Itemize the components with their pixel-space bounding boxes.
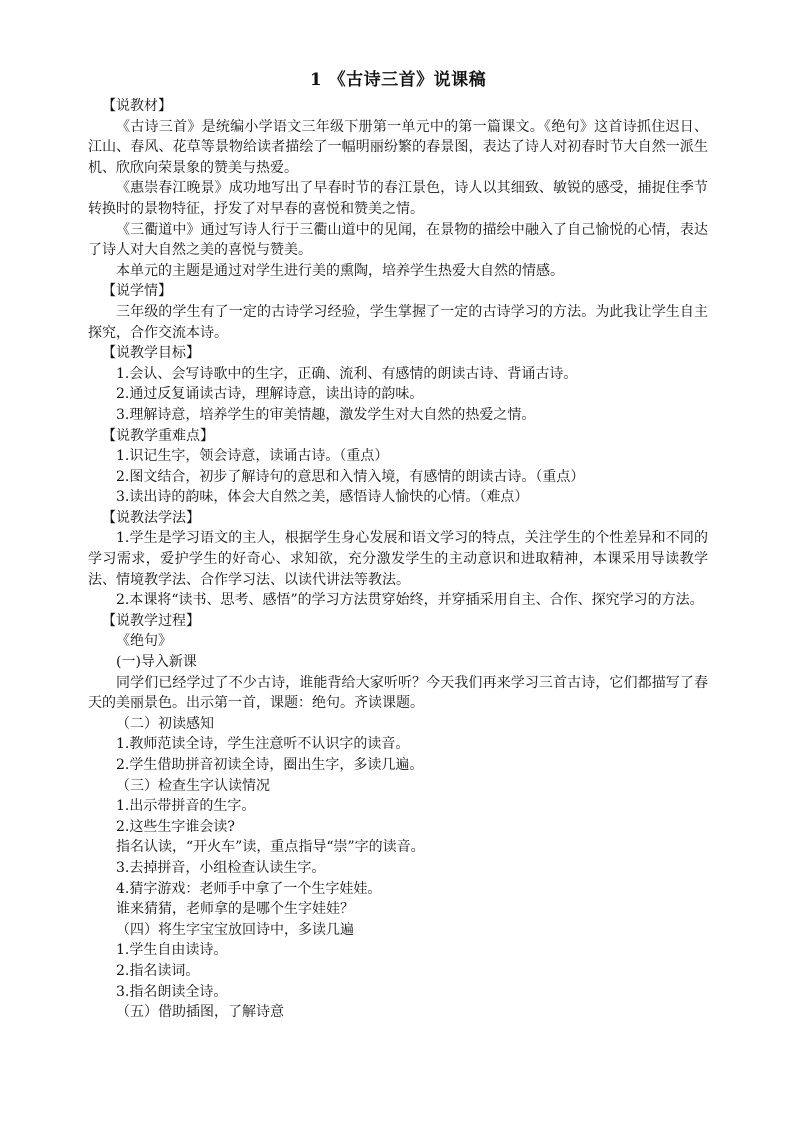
- section-heading: 【说教法学法】: [102, 509, 200, 526]
- paragraph: 2.图文结合，初步了解诗句的意思和入情入境，有感情的朗读古诗。（重点）: [116, 468, 585, 485]
- section-heading: 【说教学重难点】: [102, 427, 214, 444]
- paragraph: 1.出示带拼音的生字。: [116, 798, 256, 815]
- paragraph: 三年级的学生有了一定的古诗学习经验，学生掌握了一定的古诗学习的方法。为此我让学生自主探究，合作交流本诗。: [88, 303, 708, 341]
- paragraph: 《三衢道中》通过写诗人行于三衢山道中的见闻，在景物的描绘中融入了自己愉悦的心情，表达了诗人对大自然之美的喜悦与赞美。: [88, 221, 708, 259]
- paragraph: 1.学生自由读诗。: [116, 942, 228, 959]
- paragraph: 1.学生是学习语文的主人，根据学生身心发展和语文学习的特点，关注学生的个性差异和不同的学习需求，爱护学生的好奇心、求知欲，充分激发学生的主动意识和进取精神，本课采用导读教学法、情境教学法、合作学习法、以读代讲法等教法。: [88, 530, 708, 588]
- paragraph: 2.这些生字谁会读?: [116, 818, 235, 835]
- section-heading: 【说教材】: [102, 98, 172, 114]
- paragraph: （五）借助插图，了解诗意: [116, 1004, 284, 1021]
- paragraph: 3.指名朗读全诗。: [116, 983, 228, 1000]
- paragraph: 2.本课将“读书、思考、感悟”的学习方法贯穿始终，并穿插采用自主、合作、探究学习的方法。: [116, 592, 704, 609]
- document-title: 1 《古诗三首》说课稿: [309, 70, 487, 90]
- paragraph: 同学们已经学过了不少古诗，谁能背给大家听听？今天我们再来学习三首古诗，它们都描写了春天的美丽景色。出示第一首，课题：绝句。齐读课题。: [88, 674, 708, 712]
- document-body: [88, 96, 708, 1023]
- paragraph: 《惠崇春江晚景》成功地写出了早春时节的春江景色，诗人以其细致、敏锐的感受，捕捉住季节转换时的景物特征，抒发了对早春的喜悦和赞美之情。: [88, 180, 708, 217]
- paragraph: 1.教师范读全诗，学生注意听不认识字的读音。: [116, 736, 410, 753]
- paragraph: （二）初读感知: [116, 715, 214, 732]
- paragraph: 1.识记生字，领会诗意，读诵古诗。（重点）: [116, 448, 389, 465]
- section-heading: 【说教学过程】: [102, 612, 200, 629]
- section-heading: 【说学情】: [102, 283, 172, 300]
- paragraph: 2.指名读词。: [116, 962, 200, 979]
- paragraph: 谁来猜猜，老师拿的是哪个生字娃娃？: [116, 901, 354, 918]
- paragraph: 2.通过反复诵读古诗，理解诗意，读出诗的韵味。: [116, 386, 424, 403]
- paragraph: 3.去掉拼音，小组检查认读生字。: [116, 859, 326, 876]
- paragraph: （四）将生字宝宝放回诗中，多读几遍: [116, 921, 354, 938]
- paragraph: 《绝句》: [116, 633, 172, 650]
- paragraph: (一)导入新课: [116, 654, 197, 671]
- paragraph: （三）检查生字认读情况: [116, 777, 270, 794]
- document-page: [88, 68, 708, 1023]
- paragraph: 本单元的主题是通过对学生进行美的熏陶，培养学生热爱大自然的情感。: [116, 262, 564, 279]
- paragraph: 1.会认、会写诗歌中的生字，正确、流利、有感情的朗读古诗、背诵古诗。: [116, 365, 578, 382]
- paragraph: 指名认读，“开火车”读，重点指导“崇”字的读音。: [116, 839, 425, 856]
- paragraph: 2.学生借助拼音初读全诗，圈出生字，多读几遍。: [116, 757, 424, 773]
- paragraph: 《古诗三首》是统编小学语文三年级下册第一单元中的第一篇课文。《绝句》这首诗抓住迟日、江山、春风、花草等景物给读者描绘了一幅明丽纷繁的春景图，表达了诗人对初春时节大自然一派生机、欣欣向荣景象的赞美与热爱。: [88, 118, 708, 176]
- section-heading: 【说教学目标】: [102, 345, 200, 362]
- paragraph: 3.理解诗意，培养学生的审美情趣，激发学生对大自然的热爱之情。: [116, 406, 536, 423]
- paragraph: 3.读出诗的韵味，体会大自然之美，感悟诗人愉快的心情。（难点）: [116, 489, 529, 506]
- paragraph: 4.猜字游戏：老师手中拿了一个生字娃娃。: [116, 880, 382, 897]
